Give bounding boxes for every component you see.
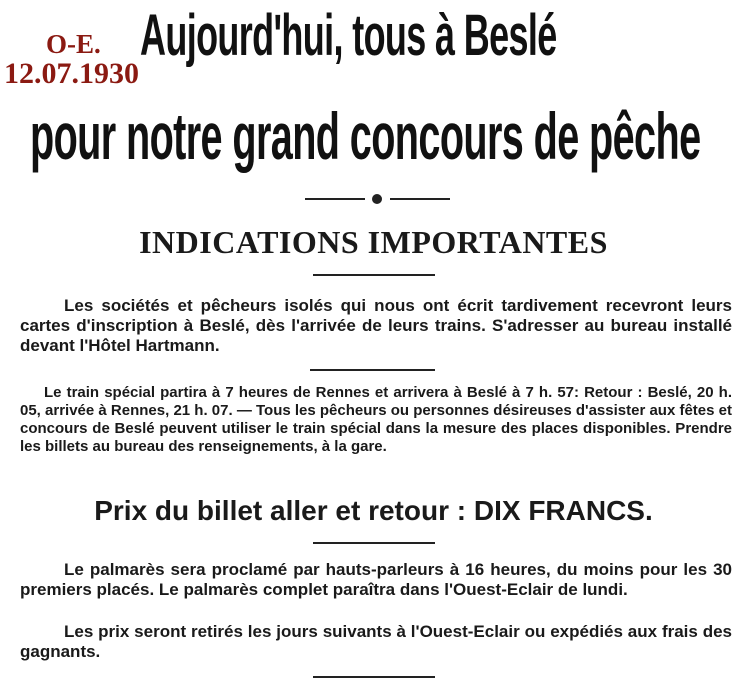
- headline-line-1: Aujourd'hui, tous à Beslé: [140, 3, 557, 68]
- paragraph-palmares: Le palmarès sera proclamé par hauts-parleurs à 16 heures, du moins pour les 30 premiers placés. Le palmarès complet paraîtra dans l'Ouest-Eclair de lundi.: [20, 560, 732, 599]
- section-title: INDICATIONS IMPORTANTES: [139, 224, 608, 260]
- headline-line-2: pour notre grand concours de pêche: [30, 99, 701, 173]
- date-stamp: [4, 30, 139, 90]
- stamp-date: 12.07.1930: [4, 57, 139, 91]
- stamp-source: O-E.: [46, 29, 101, 59]
- price-heading: Prix du billet aller et retour : DIX FRANCS.: [94, 495, 653, 526]
- divider-rule: [313, 542, 435, 544]
- paragraph-train: Le train spécial partira à 7 heures de Rennes et arrivera à Beslé à 7 h. 57: Retour : Beslé, 20 h. 05, arrivée à Rennes, 21 h. 07. — Tous les pêcheurs ou personnes désireuses d'assister aux fêtes et concours de Beslé peuvent utiliser le train spécial dans la mesure des places disponibles. Prendre les billets au bureau des renseignements, à la gare.: [20, 384, 732, 455]
- paragraph-inscriptions: Les sociétés et pêcheurs isolés qui nous ont écrit tardivement recevront leurs cartes d'inscription à Beslé, dès l'arrivée de leurs trains. S'adresser au bureau installé devant l'Hôtel Hartmann.: [20, 296, 732, 355]
- divider-rule: [310, 369, 435, 371]
- divider-rule: [313, 274, 435, 276]
- divider-rule: [313, 676, 435, 678]
- paragraph-prix: Les prix seront retirés les jours suivants à l'Ouest-Eclair ou expédiés aux frais des gagnants.: [20, 622, 732, 661]
- ornament-divider: [305, 192, 450, 206]
